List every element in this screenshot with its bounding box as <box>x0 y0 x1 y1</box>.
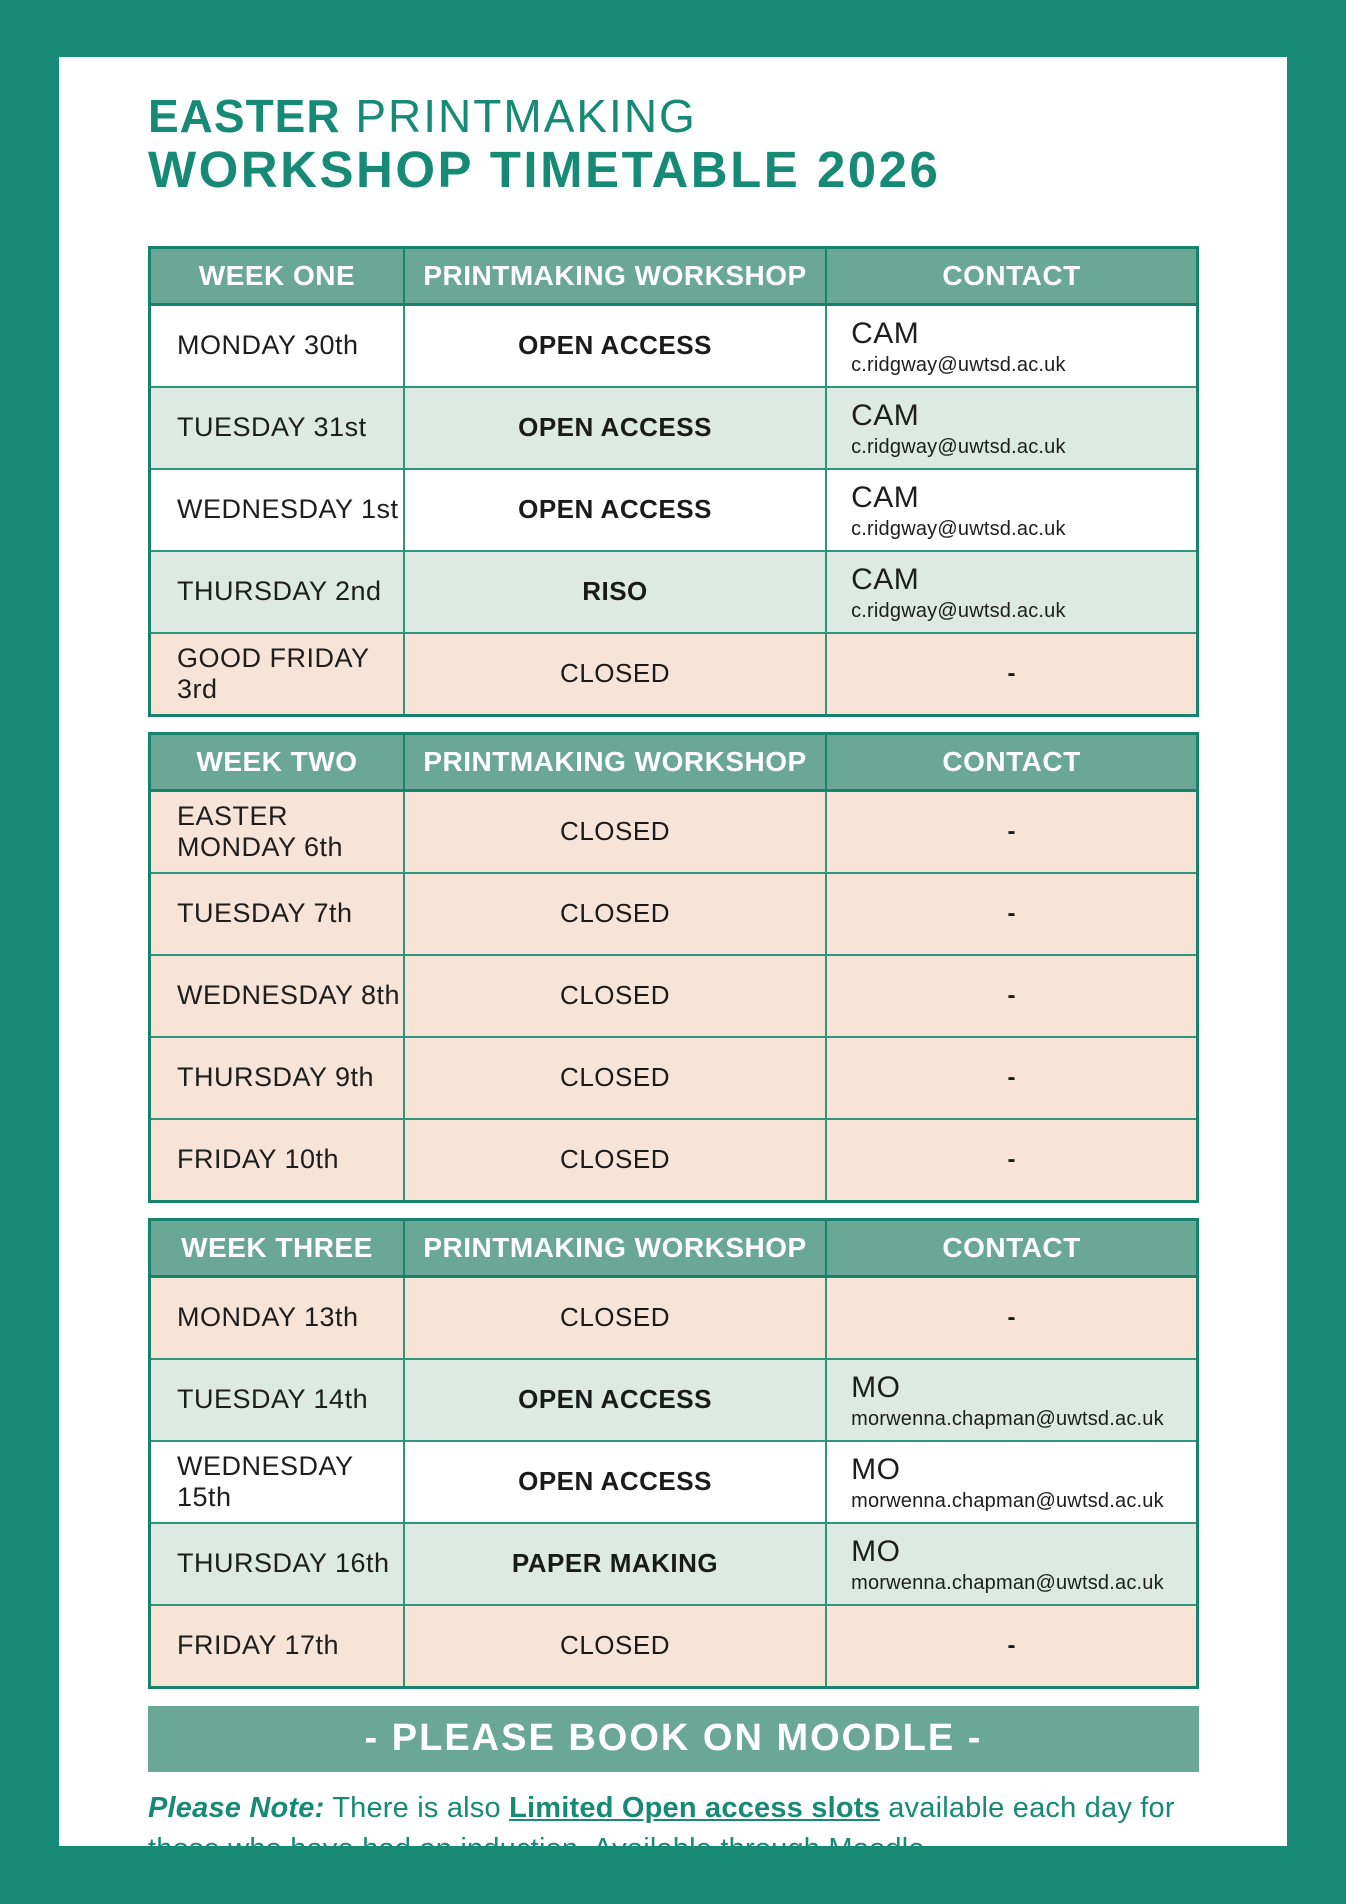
week-header-cell: WEEK ONE <box>151 249 405 303</box>
week-table-2 <box>148 732 1199 1203</box>
workshop-cell: CLOSED <box>405 1278 827 1358</box>
day-cell: FRIDAY 17th <box>151 1606 405 1686</box>
contact-cell <box>827 470 1196 550</box>
day-cell: TUESDAY 14th <box>151 1360 405 1440</box>
title-word-printmaking: PRINTMAKING <box>340 90 697 142</box>
table-row <box>151 1278 1196 1358</box>
contact-email: c.ridgway@uwtsd.ac.uk <box>851 436 1066 459</box>
page-title <box>148 90 1199 198</box>
week-header-cell: WEEK TWO <box>151 735 405 789</box>
contact-name: MO <box>851 1534 901 1568</box>
workshop-cell: RISO <box>405 552 827 632</box>
moodle-banner-text: - PLEASE BOOK ON MOODLE - <box>364 1717 983 1760</box>
day-cell: WEDNESDAY 8th <box>151 956 405 1036</box>
week-tables <box>148 246 1199 1689</box>
contact-cell <box>827 1442 1196 1522</box>
day-cell: MONDAY 13th <box>151 1278 405 1358</box>
contact-cell <box>827 388 1196 468</box>
contact-cell: - <box>1007 659 1016 687</box>
day-cell: EASTER MONDAY 6th <box>151 792 405 872</box>
workshop-cell: PAPER MAKING <box>405 1524 827 1604</box>
note-label: Please Note: <box>148 1791 325 1824</box>
contact-header-cell: CONTACT <box>942 745 1081 777</box>
contact-cell: - <box>1007 981 1016 1009</box>
table-row <box>151 306 1196 386</box>
day-cell: GOOD FRIDAY 3rd <box>151 634 405 714</box>
workshop-cell: CLOSED <box>405 1038 827 1118</box>
workshop-cell: OPEN ACCESS <box>405 306 827 386</box>
table-row <box>151 386 1196 468</box>
note-text-after: available each day for those who have had an induction. Available through Moodle. <box>148 1791 1175 1865</box>
table-row <box>151 1036 1196 1118</box>
contact-header-cell: CONTACT <box>942 1231 1081 1263</box>
day-cell: MONDAY 30th <box>151 306 405 386</box>
contact-cell <box>827 552 1196 632</box>
contact-email: c.ridgway@uwtsd.ac.uk <box>851 600 1066 623</box>
week-table-3 <box>148 1218 1199 1689</box>
day-cell: TUESDAY 7th <box>151 874 405 954</box>
workshop-cell: OPEN ACCESS <box>405 1442 827 1522</box>
table-row <box>151 1358 1196 1440</box>
workshop-cell: CLOSED <box>405 1120 827 1200</box>
title-line-2: WORKSHOP TIMETABLE 2026 <box>148 140 941 198</box>
contact-header-cell: CONTACT <box>942 259 1081 291</box>
contact-cell: - <box>1007 1631 1016 1659</box>
day-cell: TUESDAY 31st <box>151 388 405 468</box>
contact-name: MO <box>851 1370 901 1404</box>
contact-cell: - <box>1007 1145 1016 1173</box>
contact-email: c.ridgway@uwtsd.ac.uk <box>851 518 1066 541</box>
workshop-header-cell: PRINTMAKING WORKSHOP <box>405 249 827 303</box>
poster-content <box>59 57 1287 1869</box>
table-row <box>151 468 1196 550</box>
workshop-cell: CLOSED <box>405 792 827 872</box>
workshop-header-cell: PRINTMAKING WORKSHOP <box>405 1221 827 1275</box>
note-underlined-text: Limited Open access slots <box>509 1791 880 1824</box>
contact-cell <box>827 306 1196 386</box>
workshop-cell: CLOSED <box>405 956 827 1036</box>
contact-email: morwenna.chapman@uwtsd.ac.uk <box>851 1572 1164 1595</box>
contact-email: c.ridgway@uwtsd.ac.uk <box>851 354 1066 377</box>
workshop-cell: OPEN ACCESS <box>405 388 827 468</box>
day-cell: WEDNESDAY 15th <box>151 1442 405 1522</box>
contact-email: morwenna.chapman@uwtsd.ac.uk <box>851 1490 1164 1513</box>
please-note <box>148 1788 1199 1869</box>
contact-email: morwenna.chapman@uwtsd.ac.uk <box>851 1408 1164 1431</box>
day-cell: WEDNESDAY 1st <box>151 470 405 550</box>
title-word-easter: EASTER <box>148 90 341 142</box>
workshop-cell: OPEN ACCESS <box>405 470 827 550</box>
day-cell: FRIDAY 10th <box>151 1120 405 1200</box>
workshop-cell: CLOSED <box>405 874 827 954</box>
workshop-header-cell: PRINTMAKING WORKSHOP <box>405 735 827 789</box>
table-row <box>151 1118 1196 1200</box>
workshop-cell: CLOSED <box>405 1606 827 1686</box>
contact-cell <box>827 1524 1196 1604</box>
moodle-banner <box>148 1706 1199 1772</box>
table-row <box>151 872 1196 954</box>
table-row <box>151 792 1196 872</box>
table-row <box>151 954 1196 1036</box>
table-row <box>151 1440 1196 1522</box>
contact-name: CAM <box>851 398 920 432</box>
contact-name: CAM <box>851 562 920 596</box>
workshop-cell: OPEN ACCESS <box>405 1360 827 1440</box>
contact-name: CAM <box>851 316 920 350</box>
table-row <box>151 632 1196 714</box>
day-cell: THURSDAY 2nd <box>151 552 405 632</box>
day-cell: THURSDAY 9th <box>151 1038 405 1118</box>
title-line-1 <box>148 90 1199 142</box>
table-header-row <box>151 249 1196 306</box>
day-cell: THURSDAY 16th <box>151 1524 405 1604</box>
contact-cell <box>827 1360 1196 1440</box>
contact-name: CAM <box>851 480 920 514</box>
week-table-1 <box>148 246 1199 717</box>
contact-cell: - <box>1007 1303 1016 1331</box>
table-header-row <box>151 735 1196 792</box>
table-row <box>151 1604 1196 1686</box>
contact-cell: - <box>1007 1063 1016 1091</box>
week-header-cell: WEEK THREE <box>151 1221 405 1275</box>
note-text-before: There is also <box>324 1791 510 1824</box>
table-row <box>151 1522 1196 1604</box>
contact-cell: - <box>1007 817 1016 845</box>
workshop-cell: CLOSED <box>405 634 827 714</box>
contact-name: MO <box>851 1452 901 1486</box>
table-row <box>151 550 1196 632</box>
contact-cell: - <box>1007 899 1016 927</box>
table-header-row <box>151 1221 1196 1278</box>
poster-page <box>59 57 1287 1865</box>
